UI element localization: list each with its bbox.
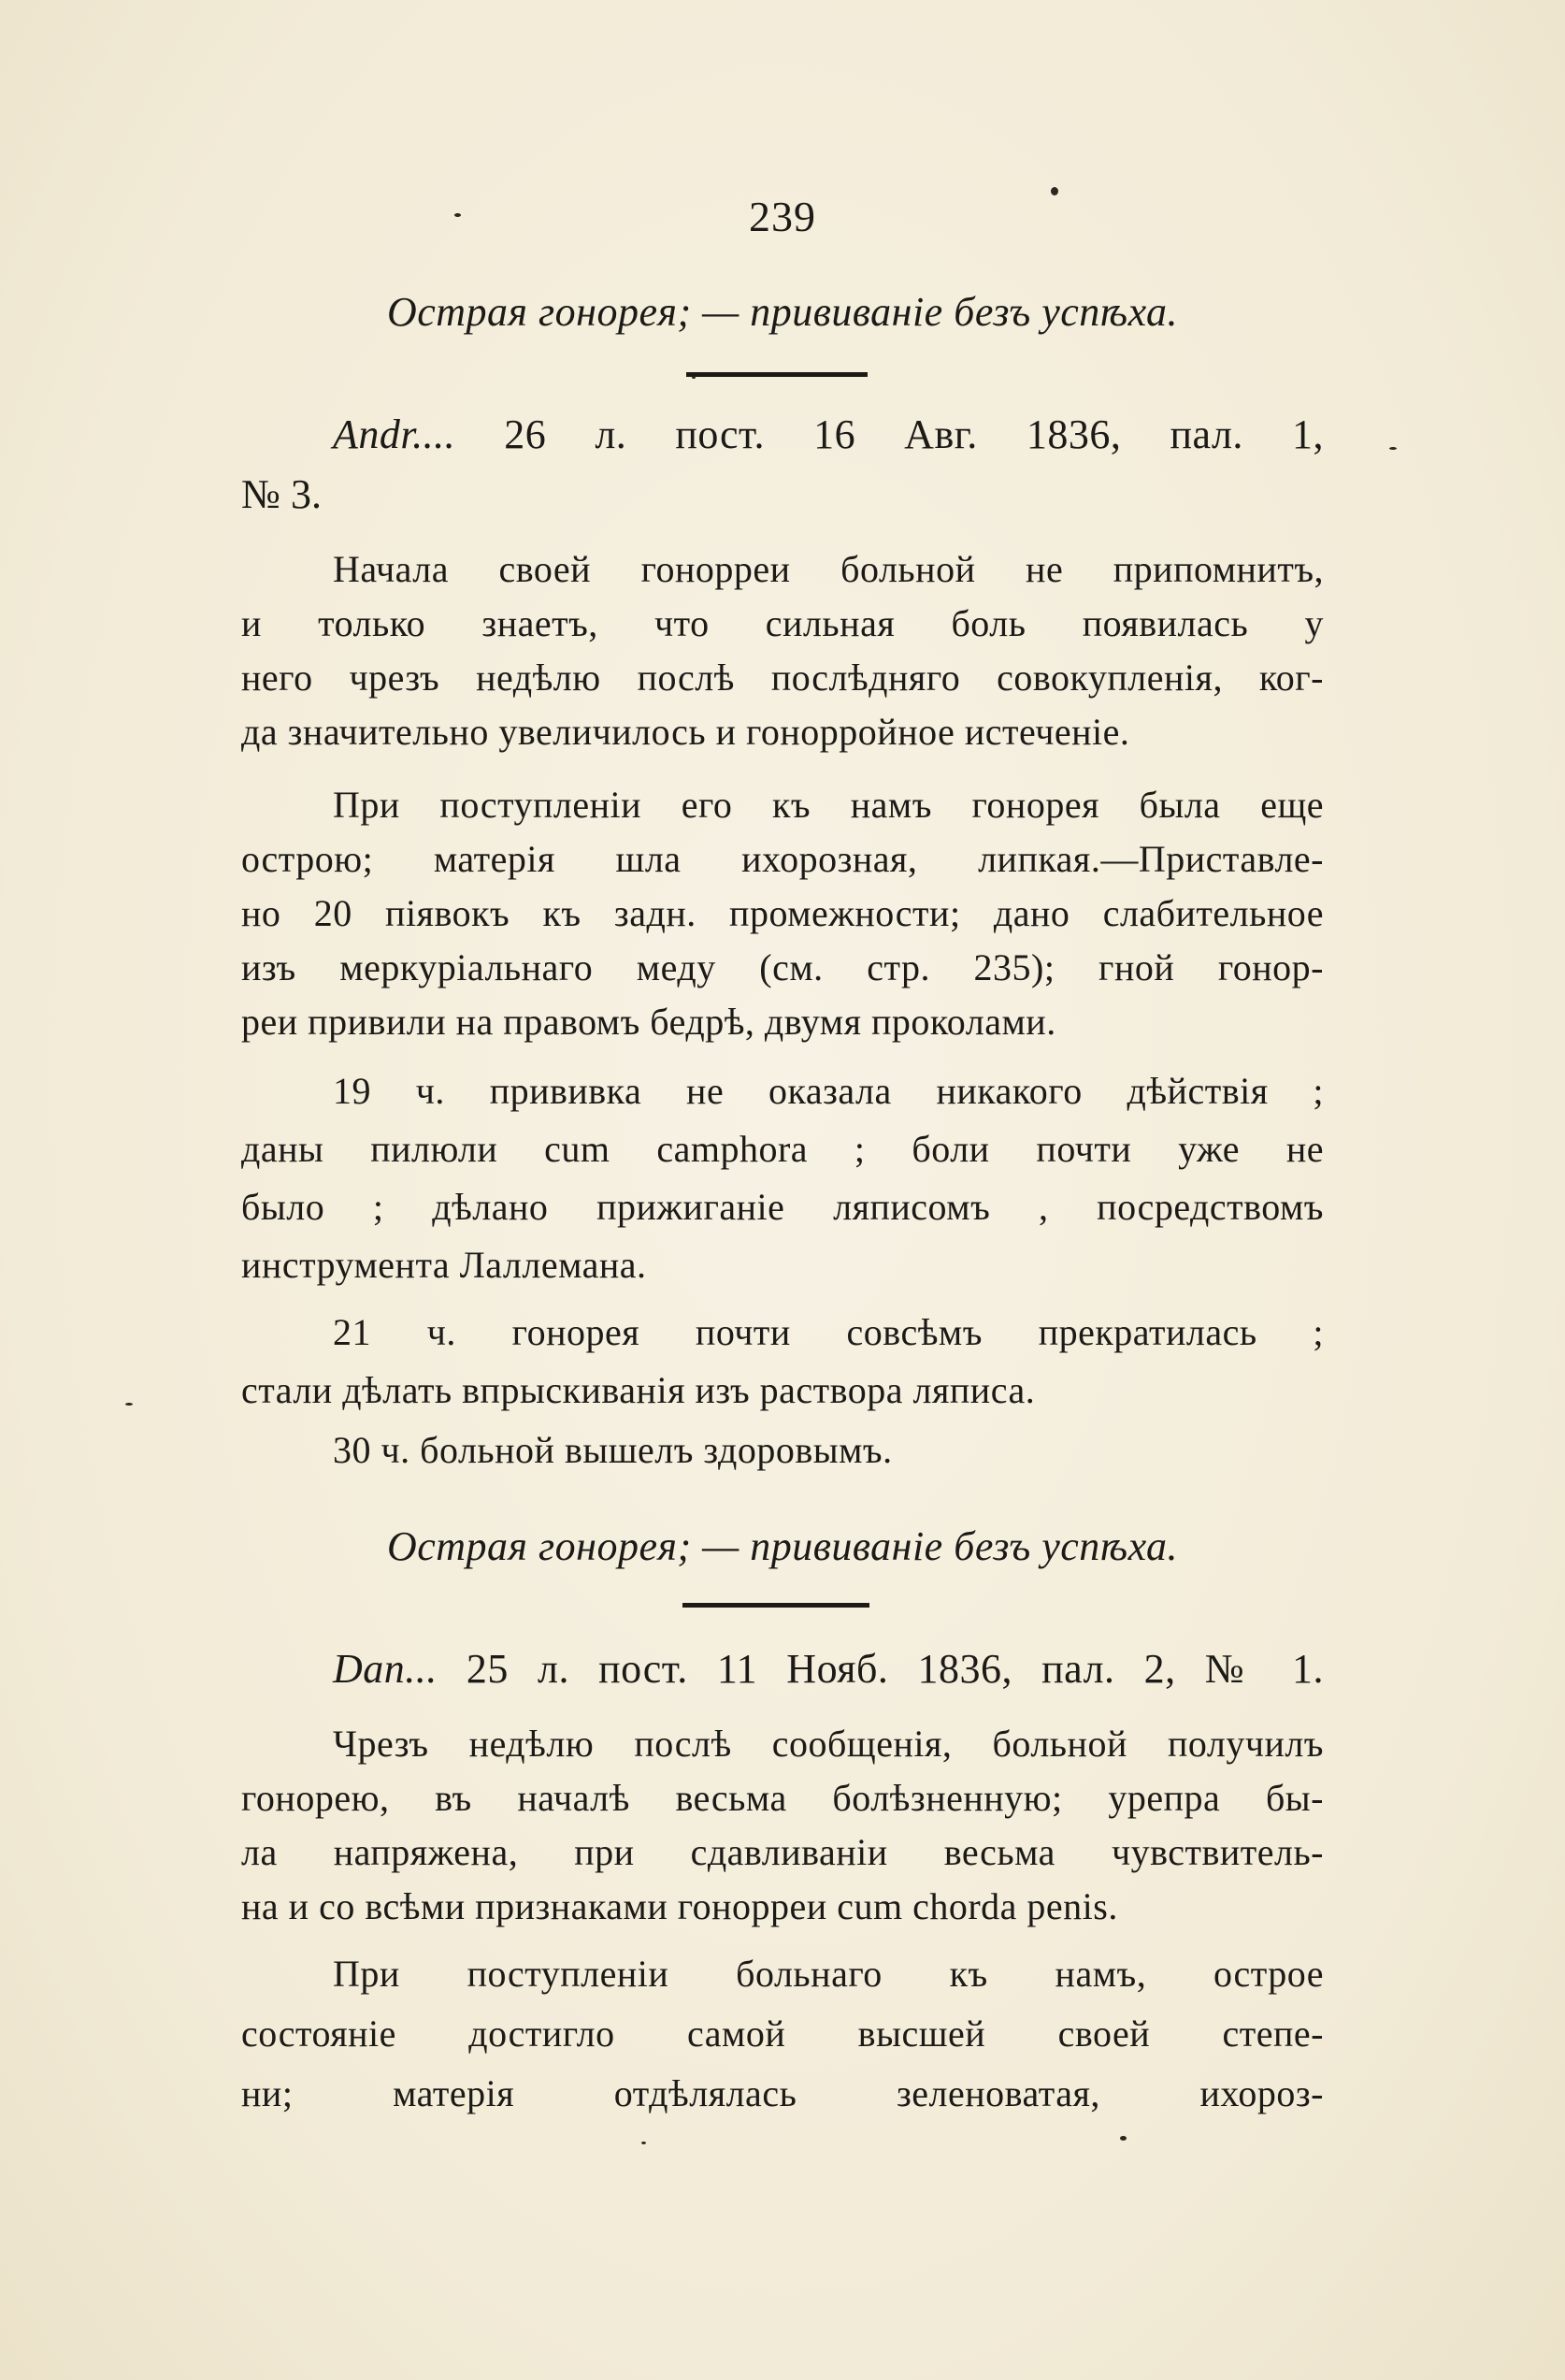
case1-entry-details: 26 л. пост. 16 Авг. 1836, пал. 1, bbox=[504, 411, 1325, 457]
text-line: реи привили на правомъ бедрѣ, двумя проколами. bbox=[241, 1001, 1056, 1043]
case1-patient-name: Andr.... bbox=[333, 411, 456, 457]
text-line: ни; матерія отдѣлялась зеленоватая, ихороз- bbox=[241, 2072, 1324, 2114]
text-line: да значительно увеличилось и гонорройное истеченіе. bbox=[241, 711, 1130, 753]
text-line: острою; матерія шла ихорозная, липкая.—Приставле- bbox=[241, 838, 1324, 880]
text-line: даны пилюли cum camphora ; боли почти уже не bbox=[241, 1128, 1324, 1170]
case1-divider bbox=[686, 372, 868, 377]
text-line: При поступленіи его къ намъ гонорея была еще bbox=[333, 784, 1324, 826]
text-line: При поступленіи больнаго къ намъ, острое bbox=[333, 1953, 1324, 1995]
text-line: 19 ч. прививка не оказала никакого дѣйствія ; bbox=[333, 1070, 1324, 1112]
print-speck bbox=[1389, 447, 1397, 450]
page-number: 239 bbox=[749, 193, 816, 240]
case2-entry-details: 25 л. пост. 11 Нояб. 1836, пал. 2, № 1. bbox=[466, 1646, 1324, 1692]
text-line: инструмента Лаллемана. bbox=[241, 1244, 647, 1286]
case1-entry-continued: № 3. bbox=[241, 471, 322, 517]
text-line: но 20 піявокъ къ задн. промежности; дано слабительное bbox=[241, 892, 1324, 934]
text-line: на и со всѣми признаками гонорреи cum chorda penis. bbox=[241, 1885, 1118, 1927]
case2-entry-header bbox=[333, 1644, 1324, 1695]
text-line: 21 ч. гонорея почти совсѣмъ прекратилась ; bbox=[333, 1311, 1324, 1353]
text-line: состояніе достигло самой высшей своей степе- bbox=[241, 2012, 1324, 2055]
text-line: Чрезъ недѣлю послѣ сообщенія, больной получилъ bbox=[333, 1723, 1324, 1765]
print-speck bbox=[125, 1403, 133, 1406]
text-line: 30 ч. больной вышелъ здоровымъ. bbox=[333, 1429, 893, 1471]
case2-divider bbox=[682, 1603, 869, 1608]
case2-heading: Острая гонорея; — прививаніе безъ успѣха. bbox=[386, 1523, 1179, 1569]
text-line: ла напряжена, при сдавливаніи весьма чувствитель- bbox=[241, 1831, 1324, 1873]
case2-patient-name: Dan... bbox=[333, 1646, 438, 1692]
case1-entry-header bbox=[333, 410, 1324, 460]
text-line: было ; дѣлано прижиганіе ляписомъ , посредствомъ bbox=[241, 1186, 1324, 1228]
text-line: и только знаетъ, что сильная боль появилась у bbox=[241, 602, 1324, 644]
text-line: изъ меркуріальнаго меду (см. стр. 235); гной гонор- bbox=[241, 946, 1324, 988]
text-line: него чрезъ недѣлю послѣ послѣдняго совокупленія, ког- bbox=[241, 656, 1324, 699]
print-speck bbox=[454, 213, 461, 217]
text-line: Начала своей гонорреи больной не припомнитъ, bbox=[333, 548, 1324, 590]
text-line: стали дѣлать впрыскиванія изъ раствора ляписа. bbox=[241, 1369, 1036, 1411]
print-speck bbox=[1051, 187, 1058, 195]
print-speck bbox=[1120, 2136, 1127, 2141]
print-speck bbox=[641, 2142, 646, 2144]
case1-heading: Острая гонорея; — прививаніе безъ успѣха. bbox=[386, 289, 1179, 335]
print-speck bbox=[692, 376, 696, 379]
text-line: гонорею, въ началѣ весьма болѣзненную; урепра бы- bbox=[241, 1777, 1324, 1819]
